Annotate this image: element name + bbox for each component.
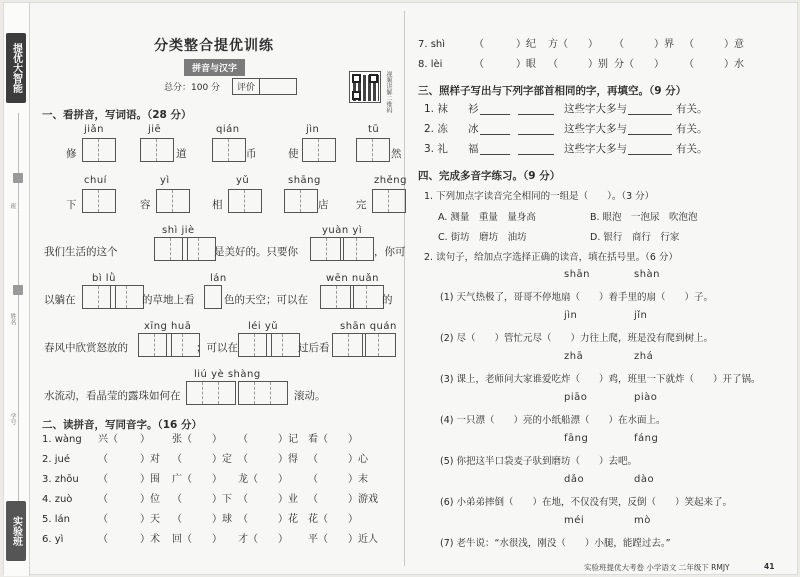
- homophone-cell: ）: [348, 514, 358, 525]
- radical-text: 冰: [468, 123, 479, 135]
- radical-text: 这些字大多与: [564, 123, 627, 135]
- homophone-cell[interactable]: （: [98, 474, 108, 485]
- homophone-cell: ）: [278, 474, 288, 485]
- pinyin-option: shàn: [634, 269, 661, 280]
- pinyin: yuàn yì: [322, 225, 363, 236]
- homophone-cell[interactable]: （: [98, 494, 108, 505]
- passage-text: ；可以在: [196, 342, 238, 354]
- pinyin-option: zhá: [634, 351, 654, 362]
- passage-text: 过后看: [298, 342, 330, 354]
- writing-box[interactable]: [228, 189, 262, 213]
- homophone-cell[interactable]: 看（: [308, 434, 328, 445]
- pinyin-option: piào: [634, 392, 658, 403]
- word-row-2: [56, 175, 407, 215]
- homophone-cell[interactable]: 平（: [308, 534, 328, 545]
- page-number: 41: [764, 562, 775, 571]
- homophone-cell[interactable]: （: [308, 494, 318, 505]
- option-d[interactable]: D. 银行 商行 行家: [590, 232, 680, 243]
- writing-box[interactable]: [166, 333, 200, 357]
- homophone-cell: ）术: [140, 534, 160, 545]
- homophone-cell: ）: [348, 434, 358, 445]
- writing-box[interactable]: [140, 138, 174, 162]
- evaluation-blank[interactable]: [260, 79, 296, 94]
- homophone-cell: ）纪: [516, 39, 536, 50]
- char: 相: [212, 199, 223, 211]
- writing-box[interactable]: [362, 333, 396, 357]
- pinyin-option: jìn: [564, 310, 578, 321]
- homophone-cell[interactable]: （: [172, 514, 182, 525]
- radical-text: 1. 袜: [424, 103, 448, 115]
- homophone-cell[interactable]: （: [172, 454, 182, 465]
- homophone-cell: 1. wàng: [42, 434, 82, 445]
- writing-box[interactable]: [182, 237, 216, 261]
- passage-text: 水流动，看晶莹的露珠如何在: [44, 390, 181, 402]
- homophone-cell: ）位: [140, 494, 160, 505]
- homophone-cell[interactable]: 花（: [308, 514, 328, 525]
- homophone-cell: ）得: [278, 454, 298, 465]
- radical-text: 有关。: [676, 103, 708, 115]
- pinyin: léi yǔ: [248, 321, 279, 332]
- answer-blank[interactable]: [518, 143, 554, 155]
- polyphone-sentence: (6) 小弟弟摔倒（ ）在地，不仅没有哭，反倒（ ）笑起来了。: [440, 497, 732, 508]
- word-row-1: [56, 124, 402, 164]
- homophone-cell: 8. lèi: [418, 59, 443, 70]
- writing-box[interactable]: [356, 138, 390, 162]
- pinyin: zhěng: [374, 175, 407, 186]
- char: 下: [66, 199, 77, 211]
- homophone-cell: ）意: [724, 39, 744, 50]
- spine-marker: [13, 285, 23, 295]
- answer-blank[interactable]: [628, 103, 672, 115]
- passage-text: 我们生活的这个: [44, 246, 118, 258]
- pinyin: bì lǜ: [92, 273, 116, 284]
- writing-box[interactable]: [302, 138, 336, 162]
- homophone-cell: ）围: [140, 474, 160, 485]
- pinyin: liú yè shàng: [194, 369, 261, 380]
- writing-box[interactable]: [156, 189, 190, 213]
- brand-tab: 提优大智能: [6, 33, 26, 103]
- section-1-title: 一、看拼音，写词语。（28 分）: [42, 109, 192, 121]
- radical-text: 这些字大多与: [564, 103, 627, 115]
- answer-blank[interactable]: [628, 143, 672, 155]
- radical-text: 有关。: [676, 123, 708, 135]
- option-c[interactable]: C. 街坊 磨坊 油坊: [438, 232, 527, 243]
- homophone-cell[interactable]: 才（: [238, 534, 258, 545]
- homophone-cell: ）: [278, 534, 288, 545]
- passage-text: 是美好的。只要你: [214, 246, 298, 258]
- answer-blank[interactable]: [518, 123, 554, 135]
- char: 容: [140, 199, 151, 211]
- polyphone-sentence: (5) 你把这半口袋麦子驮到磨坊（ ）去吧。: [440, 456, 637, 467]
- passage-line-1: [44, 225, 406, 265]
- radical-text: 这些字大多与: [564, 143, 627, 155]
- homophone-cell[interactable]: 兴（: [98, 434, 118, 445]
- pinyin-option: dǎo: [564, 474, 585, 485]
- homophone-cell: ）球: [212, 514, 232, 525]
- char: 使: [288, 148, 299, 160]
- homophone-cell: ）: [588, 39, 598, 50]
- homophone-cell[interactable]: （: [308, 454, 318, 465]
- section-2-title: 二、读拼音，写同音字。（16 分）: [42, 419, 203, 431]
- column-divider: [404, 11, 405, 566]
- writing-box[interactable]: [372, 189, 406, 213]
- pinyin: lán: [210, 273, 227, 284]
- pinyin: jiǎn: [84, 124, 105, 135]
- polyphone-sentence: (4) 一只漂（ ）亮的小纸船漂（ ）在水面上。: [440, 415, 666, 426]
- pinyin: yǔ: [236, 175, 250, 186]
- writing-box[interactable]: [204, 285, 222, 309]
- pinyin: shì jiè: [162, 225, 195, 236]
- pinyin-option: fáng: [634, 433, 659, 444]
- answer-blank[interactable]: [518, 103, 554, 115]
- passage-line-4: [44, 369, 399, 409]
- homophone-cell: ）花: [278, 514, 298, 525]
- homophone-cell[interactable]: （: [548, 59, 558, 70]
- writing-box[interactable]: [238, 381, 288, 405]
- homophone-cell: ）界: [654, 39, 674, 50]
- writing-box[interactable]: [186, 381, 236, 405]
- worksheet-page: [3, 2, 798, 575]
- char: 道: [176, 148, 187, 160]
- writing-box[interactable]: [266, 333, 300, 357]
- pinyin-option: piāo: [564, 392, 588, 403]
- homophone-cell: ）别: [588, 59, 608, 70]
- homophone-cell[interactable]: 回（: [172, 534, 192, 545]
- radical-text: 3. 礼: [424, 143, 448, 155]
- homophone-cell: 4. zuò: [42, 494, 73, 505]
- evaluation-label: 评价: [233, 79, 260, 94]
- polyphone-sentence: (3) 课上，老师问大家谁爱吃炸（ ）鸡，班里一下就炸（ ）开了锅。: [440, 374, 761, 385]
- evaluation-box: [232, 78, 297, 95]
- homophone-cell: 6. yì: [42, 534, 64, 545]
- writing-box[interactable]: [320, 285, 354, 309]
- homophone-cell: ）游戏: [348, 494, 378, 505]
- page-subtitle: 拼音与汉字: [184, 59, 245, 76]
- homophone-cell: 2. jué: [42, 454, 70, 465]
- homophone-cell[interactable]: （: [684, 59, 694, 70]
- homophone-cell[interactable]: （: [98, 454, 108, 465]
- pinyin-option: zhā: [564, 351, 584, 362]
- answer-blank[interactable]: [480, 123, 510, 135]
- homophone-cell: ）末: [348, 474, 368, 485]
- homophone-cell[interactable]: （: [238, 434, 248, 445]
- char: 币: [246, 148, 257, 160]
- polyphone-sentence: (7) 老牛说：“水很浅，刚没（ ）小腿，能蹚过去。”: [440, 538, 671, 549]
- homophone-cell[interactable]: （: [684, 39, 694, 50]
- footer-text: 实验班提优大考卷 小学语文 二年级下 RMJY: [584, 563, 730, 572]
- homophone-cell: ）眼: [516, 59, 536, 70]
- writing-box[interactable]: [332, 333, 366, 357]
- homophone-cell: ）下: [212, 494, 232, 505]
- homophone-cell[interactable]: 张（: [172, 434, 192, 445]
- homophone-cell[interactable]: （: [98, 514, 108, 525]
- homophone-cell: ）水: [724, 59, 744, 70]
- homophone-cell[interactable]: （: [474, 39, 484, 50]
- pinyin: yì: [160, 175, 170, 186]
- homophone-cell: 3. zhōu: [42, 474, 79, 485]
- homophone-cell[interactable]: （: [172, 494, 182, 505]
- option-b[interactable]: B. 眼泡 一泡尿 吹泡泡: [590, 212, 698, 223]
- pinyin-option: méi: [564, 515, 585, 526]
- option-a[interactable]: A. 测量 重量 量身高: [438, 212, 536, 223]
- passage-text: 的草地上看: [142, 294, 195, 306]
- total-score: 总分：100 分: [164, 83, 221, 93]
- passage-text: ，你可: [374, 246, 406, 258]
- homophone-cell[interactable]: （: [238, 514, 248, 525]
- passage-text: 色的天空；可以在: [224, 294, 308, 306]
- writing-box[interactable]: [110, 285, 144, 309]
- char: 然: [391, 148, 402, 160]
- homophone-cell: ）: [212, 474, 222, 485]
- homophone-cell: ）近人: [348, 534, 378, 545]
- homophone-cell[interactable]: 广（: [172, 474, 192, 485]
- writing-box[interactable]: [350, 285, 384, 309]
- section-3-title: 三、照样子写出与下列字部首相同的字，再填空。（9 分）: [418, 85, 687, 97]
- answer-blank[interactable]: [480, 143, 510, 155]
- writing-box[interactable]: [310, 237, 344, 261]
- passage-text: 滚动。: [294, 390, 326, 402]
- homophone-cell: 5. lán: [42, 514, 70, 525]
- char: 店: [318, 199, 329, 211]
- pinyin-option: mò: [634, 515, 651, 526]
- radical-text: 有关。: [676, 143, 708, 155]
- homophone-cell[interactable]: （: [98, 534, 108, 545]
- radical-text: 衫: [468, 103, 479, 115]
- homophone-cell[interactable]: （: [238, 454, 248, 465]
- writing-box[interactable]: [82, 138, 116, 162]
- homophone-cell[interactable]: （: [308, 474, 318, 485]
- pinyin-option: jǐn: [634, 310, 648, 321]
- homophone-cell: ）: [212, 534, 222, 545]
- radical-text: 2. 冻: [424, 123, 448, 135]
- homophone-cell[interactable]: 龙（: [238, 474, 258, 485]
- writing-box[interactable]: [82, 189, 116, 213]
- homophone-cell: ）: [212, 434, 222, 445]
- homophone-cell: ）业: [278, 494, 298, 505]
- pinyin-option: fāng: [564, 433, 589, 444]
- homophone-cell: 7. shì: [418, 39, 446, 50]
- question-4-1: 1. 下列加点字读音完全相同的一组是（ ）。（3 分）: [424, 191, 655, 202]
- pinyin: qián: [216, 124, 240, 135]
- char: 修: [66, 148, 77, 160]
- pinyin: shān quán: [340, 321, 397, 332]
- passage-text: 以躺在: [44, 294, 76, 306]
- radical-text: 福: [468, 143, 479, 155]
- pinyin: chuí: [84, 175, 107, 186]
- answer-blank[interactable]: [628, 123, 672, 135]
- pinyin: xīng huā: [144, 321, 192, 332]
- homophone-cell[interactable]: （: [474, 59, 484, 70]
- homophone-cell[interactable]: （: [614, 39, 624, 50]
- answer-blank[interactable]: [480, 103, 510, 115]
- homophone-cell: ）天: [140, 514, 160, 525]
- pinyin: jìn: [306, 124, 320, 135]
- spine-label-id: 学号: [9, 413, 16, 425]
- spine-marker: [13, 173, 23, 183]
- spine-label-class: 班: [9, 203, 16, 209]
- passage-line-3: [44, 321, 399, 361]
- polyphone-sentence: (1) 天气热极了，哥哥不停地扇（ ）着手里的扇（ ）子。: [440, 292, 713, 303]
- page-title: 分类整合提优训练: [154, 38, 274, 54]
- homophone-cell: ）记: [278, 434, 298, 445]
- passage-line-2: [44, 273, 399, 313]
- pinyin-option: dào: [634, 474, 655, 485]
- passage-text: 的: [382, 294, 393, 306]
- pinyin-option: shān: [564, 269, 591, 280]
- qr-code[interactable]: [349, 71, 381, 103]
- polyphone-sentence: (2) 尽（ ）管忙元尽（ ）力往上爬，班是没有爬到树上。: [440, 333, 713, 344]
- homophone-cell: ）: [140, 434, 150, 445]
- homophone-cell: ）对: [140, 454, 160, 465]
- homophone-cell: ）: [654, 59, 664, 70]
- series-tab: 实验班: [6, 501, 26, 561]
- writing-box[interactable]: [212, 138, 246, 162]
- pinyin: shāng: [288, 175, 321, 186]
- passage-text: 春风中欣赏怒放的: [44, 342, 128, 354]
- homophone-cell: ）定: [212, 454, 232, 465]
- writing-box[interactable]: [284, 189, 318, 213]
- homophone-cell: ）心: [348, 454, 368, 465]
- pinyin: tū: [368, 124, 380, 135]
- binding-spine: [4, 3, 30, 576]
- pinyin: jiē: [148, 124, 162, 135]
- question-4-2: 2. 读句子，给加点字选择正确的读音，填在括号里。（6 分）: [424, 252, 678, 263]
- pinyin: wēn nuǎn: [326, 273, 379, 284]
- char: 完: [356, 199, 367, 211]
- section-4-title: 四、完成多音字练习。（9 分）: [418, 170, 561, 182]
- homophone-cell[interactable]: 分（: [614, 59, 634, 70]
- spine-label-name: 姓名: [9, 313, 16, 325]
- homophone-cell[interactable]: 方（: [548, 39, 568, 50]
- writing-box[interactable]: [340, 237, 374, 261]
- qr-caption: 视频讲解二维码: [385, 71, 392, 113]
- homophone-cell[interactable]: （: [238, 494, 248, 505]
